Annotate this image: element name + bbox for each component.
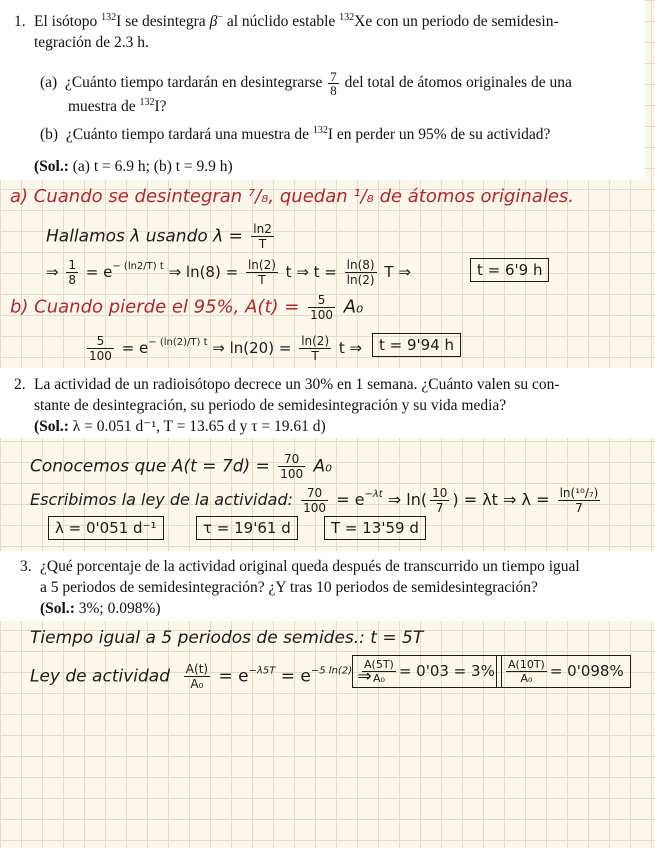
part-a-line-2: muestra de $^{132}$I? [68, 97, 167, 115]
problem-2-line-1: La actividad de un radioisótopo decrece un 30% en 1 semana. ¿Cuánto valen su con- [34, 376, 560, 393]
problem-1-block [0, 0, 645, 180]
result-box-b: t = 9'94 h [372, 333, 461, 357]
problem-number: 1. [14, 13, 26, 30]
problem-number: 3. [20, 558, 32, 575]
work-3-tiempo: Tiempo igual a 5 periodos de semides.: t = 5T [30, 628, 424, 648]
work-1-part-b: b) Cuando pierde el 95%, A(t) = $\frac{5}{100}$ A₀ [10, 293, 364, 322]
result-box-tau: τ = 19'61 d [196, 516, 298, 540]
part-b: (b) ¿Cuánto tiempo tardará una muestra de $^{132}$I en perder un 95% de su actividad? [40, 125, 551, 143]
work-1-equation-a: ⇒ $\frac{1}{8}$ = $e^{- (ln2/T) t}$ ⇒ ln(8) = $\frac{\ln(2)}{T}$ t ⇒ t = $\frac{\ln(8)}{\ln(2)}$ T ⇒ [46, 258, 411, 287]
result-box-T: T = 13'59 d [324, 516, 426, 540]
result-box-lambda: λ = 0'051 d⁻¹ [48, 516, 164, 540]
problem-number: 2. [14, 376, 26, 393]
problem-3-block [0, 551, 655, 621]
work-1-equation-b: $\frac{5}{100}$ = $e^{- (ln(2)/T) t}$ ⇒ ln(20) = $\frac{\ln(2)}{T}$ t ⇒ [89, 334, 363, 363]
problem-1-line-1: El isótopo $^{132}$I se desintegra β− al núclido estable $^{132}$Xe con un periodo de semidesin- [34, 12, 559, 30]
work-3-ley: Ley de actividad $\frac{A(t)}{\text{A₀}}$ = $e^{-\lambda 5T} = e^{-5 ln(2)}$ ⇒ [30, 662, 372, 691]
problem-2-line-2: stante de desintegración, su periodo de semidesintegración y su vida media? [34, 397, 507, 414]
result-box-5T: $\frac{A(5T)}{\text{A₀}}$ = 0'03 = 3% [352, 655, 502, 688]
problem-3-line-2: a 5 periodos de semidesintegración? ¿Y tras 10 periodos de semidesintegración? [40, 579, 538, 596]
result-box-10T: $\frac{A(10T)}{\text{A₀}}$ = 0'098% [496, 655, 631, 688]
solution-3: (Sol.: 3%; 0.098%) [40, 600, 161, 617]
problem-1-line-2: tegración de 2.3 h. [34, 34, 149, 51]
work-1-hallamos: Hallamos λ usando λ = $\frac{\ln 2}{T}$ [46, 222, 272, 251]
work-2-escribimos: Escribimos la ley de la actividad: $\frac{70}{100}$ = $e^{-\lambda t}$ ⇒ ln( $\frac{10}{7}$ ) = λt ⇒ λ = $\frac{\text{ln(¹⁰/₇)}}{7}$ [30, 486, 599, 515]
work-1-part-a-heading: a) Cuando se desintegran ⁷/₈, quedan ¹/₈ de átomos originales. [10, 186, 575, 207]
part-a: (a) ¿Cuánto tiempo tardarán en desintegrarse $\frac{7}{8}$ del total de átomos originales de una [40, 69, 572, 98]
work-2-conocemos: Conocemos que A(t = 7d) = $\frac{70}{100}$ A₀ [30, 452, 332, 481]
solution-2: (Sol.: λ = 0.051 d⁻¹, T = 13.65 d y τ = 19.61 d) [34, 418, 326, 435]
solution-1: (Sol.: (a) t = 6.9 h; (b) t = 9.9 h) [34, 158, 233, 175]
problem-3-line-1: ¿Qué porcentaje de la actividad original queda después de transcurrido un tiempo igual [40, 558, 580, 575]
result-box-a: t = 6'9 h [470, 258, 549, 282]
problem-2-block [0, 368, 655, 438]
